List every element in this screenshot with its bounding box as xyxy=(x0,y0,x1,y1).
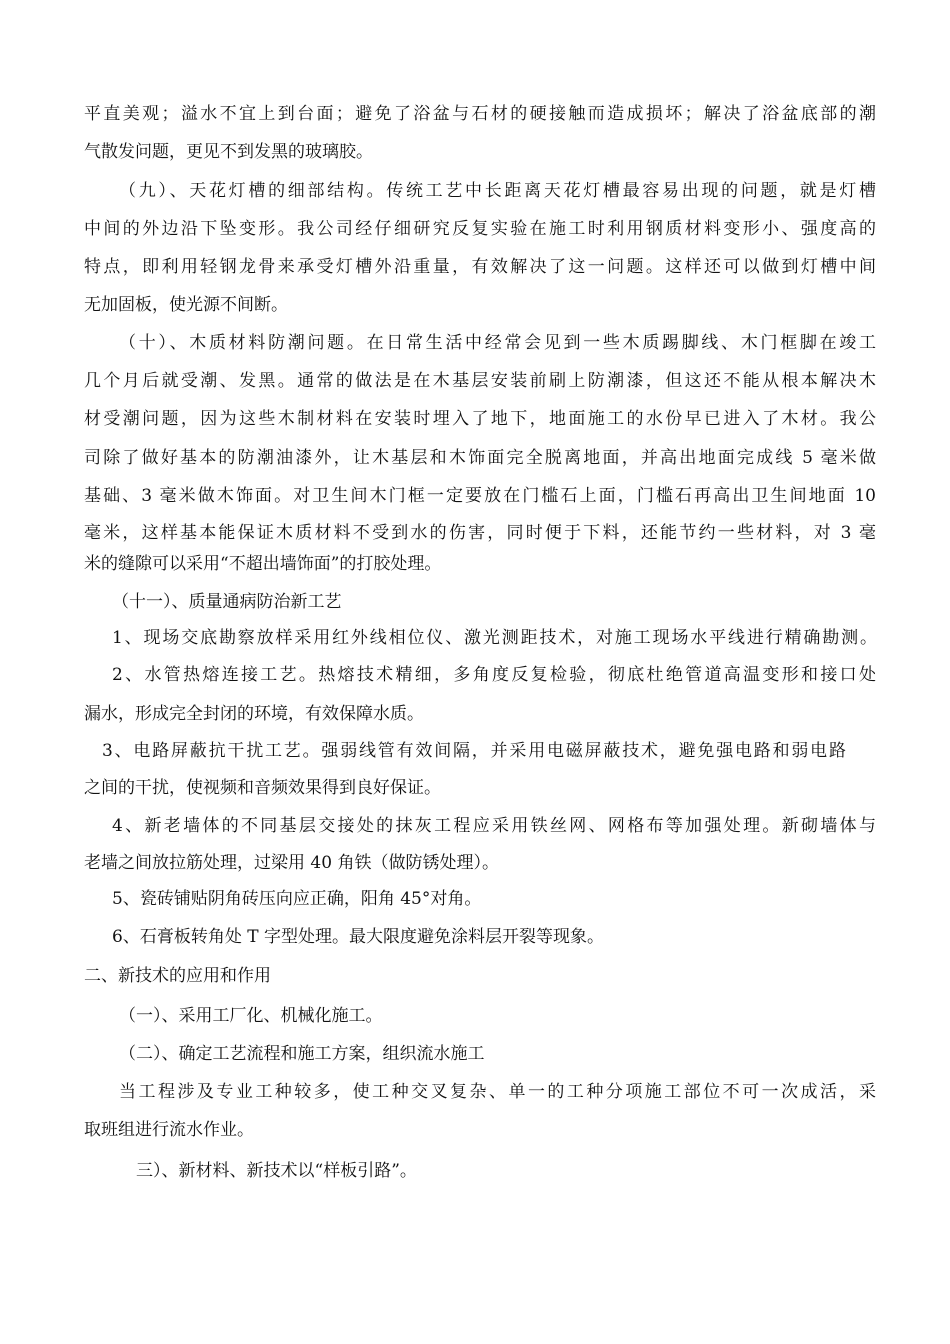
text-line: 3、电路屏蔽抗干扰工艺。强弱线管有效间隔，并采用电磁屏蔽技术，避免强电路和弱电路 xyxy=(102,741,846,761)
text-line: （一）、采用工厂化、机械化施工。 xyxy=(119,1006,383,1026)
text-line: 无加固板，使光源不间断。 xyxy=(84,295,288,315)
text-line: 毫米，这样基本能保证木质材料不受到水的伤害，同时便于下料，还能节约一些材料，对 3 毫 xyxy=(84,523,876,543)
text-line: 1、现场交底勘察放样采用红外线相位仪、激光测距技术，对施工现场水平线进行精确勘测。 xyxy=(112,628,877,648)
text-line: 之间的干扰，使视频和音频效果得到良好保证。 xyxy=(84,778,441,798)
text-line: 6、石膏板转角处 T 字型处理。最大限度避免涂料层开裂等现象。 xyxy=(112,927,604,947)
text-line: 2、水管热熔连接工艺。热熔技术精细，多角度反复检验，彻底杜绝管道高温变形和接口处 xyxy=(112,665,876,685)
text-line: 老墙之间放拉筋处理，过梁用 40 角铁（做防锈处理）。 xyxy=(84,853,499,873)
text-line: 4、新老墙体的不同基层交接处的抹灰工程应采用铁丝网、网格布等加强处理。新砌墙体与 xyxy=(112,816,876,836)
text-line: 当工程涉及专业工种较多，使工种交叉复杂、单一的工种分项施工部位不可一次成活，采 xyxy=(119,1082,876,1102)
text-line: 司除了做好基本的防潮油漆外，让木基层和木饰面完全脱离地面，并高出地面完成线 5 毫米做 xyxy=(84,448,876,468)
text-line: （十）、木质材料防潮问题。在日常生活中经常会见到一些木质踢脚线、木门框脚在竣工 xyxy=(119,333,876,353)
text-line: 气散发问题，更见不到发黑的玻璃胶。 xyxy=(84,142,373,162)
text-line: 中间的外边沿下坠变形。我公司经仔细研究反复实验在施工时利用钢质材料变形小、强度高的 xyxy=(84,219,876,239)
text-line: 特点，即利用轻钢龙骨来承受灯槽外沿重量，有效解决了这一问题。这样还可以做到灯槽中间 xyxy=(84,257,876,277)
text-line: （二）、确定工艺流程和施工方案，组织流水施工 xyxy=(119,1044,485,1064)
text-line: 基础、3 毫米做木饰面。对卫生间木门框一定要放在门槛石上面，门槛石再高出卫生间地面 10 xyxy=(84,486,876,506)
text-line: 漏水，形成完全封闭的环境，有效保障水质。 xyxy=(84,704,424,724)
text-line: 米的缝隙可以采用“不超出墙饰面”的打胶处理。 xyxy=(84,554,442,574)
text-line: （九）、天花灯槽的细部结构。传统工艺中长距离天花灯槽最容易出现的问题，就是灯槽 xyxy=(119,181,876,201)
text-line: 材受潮问题，因为这些木制材料在安装时埋入了地下，地面施工的水份早已进入了木材。我公 xyxy=(84,409,876,429)
text-line: 取班组进行流水作业。 xyxy=(84,1120,254,1140)
text-line: 三）、新材料、新技术以“样板引路”。 xyxy=(136,1161,417,1181)
section-heading: （十一）、质量通病防治新工艺 xyxy=(112,592,342,612)
text-line: 几个月后就受潮、发黑。通常的做法是在木基层安装前刷上防潮漆，但这还不能从根本解决木 xyxy=(84,371,876,391)
section-heading: 二、新技术的应用和作用 xyxy=(84,966,271,986)
text-line: 5、瓷砖铺贴阴角砖压向应正确，阳角 45°对角。 xyxy=(112,889,482,909)
text-line: 平直美观；溢水不宜上到台面；避免了浴盆与石材的硬接触而造成损坏；解决了浴盆底部的潮 xyxy=(84,104,876,124)
